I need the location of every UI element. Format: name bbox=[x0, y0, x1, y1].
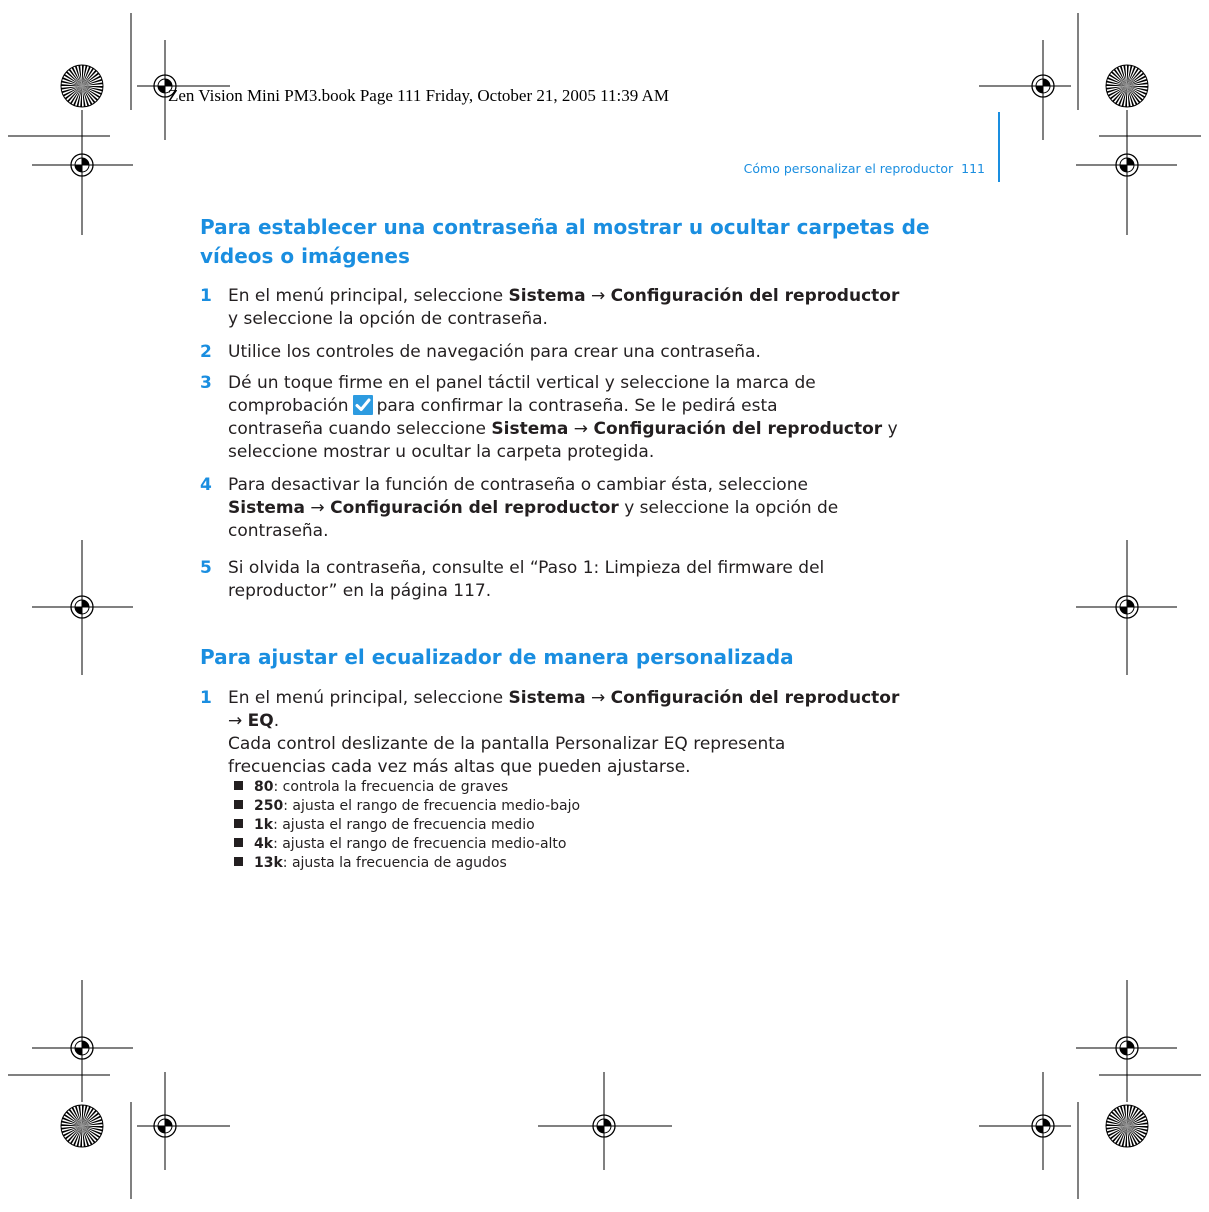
bullet-text: : controla la frecuencia de graves bbox=[273, 779, 509, 795]
step-text: Dé un toque firme en el panel táctil vertical y seleccione la marca de bbox=[228, 373, 816, 393]
step-bold: Sistema bbox=[491, 419, 569, 439]
step-text: seleccione mostrar u ocultar la carpeta protegida. bbox=[228, 442, 655, 462]
arrow-glyph: → bbox=[585, 688, 611, 708]
bullet-square-icon bbox=[234, 857, 243, 866]
step-3 bbox=[200, 372, 1008, 464]
step-number: 1 bbox=[200, 688, 212, 708]
running-head bbox=[744, 161, 985, 176]
bullet-square-icon bbox=[234, 800, 243, 809]
step-text: Si olvida la contraseña, consulte el “Paso 1: Limpieza del firmware del bbox=[228, 558, 825, 578]
bullet-key: 4k bbox=[254, 836, 274, 852]
step-text: contraseña cuando seleccione bbox=[228, 419, 492, 439]
step-1 bbox=[200, 285, 1008, 331]
bullet-text: : ajusta el rango de frecuencia medio-bajo bbox=[283, 798, 581, 814]
section-title-equalizer: Para ajustar el ecualizador de manera personalizada bbox=[200, 645, 794, 669]
section-title-password bbox=[200, 213, 930, 271]
running-head-title: Cómo personalizar el reproductor bbox=[743, 161, 954, 176]
step-number: 4 bbox=[200, 475, 212, 495]
bullet-text: : ajusta la frecuencia de agudos bbox=[282, 855, 507, 871]
bullet-square-icon bbox=[234, 781, 243, 790]
list-item bbox=[234, 797, 580, 816]
step-text: y seleccione la opción de contraseña. bbox=[228, 309, 548, 329]
step-number: 1 bbox=[200, 286, 212, 306]
step-text: contraseña. bbox=[228, 521, 329, 541]
step-number: 3 bbox=[200, 373, 212, 393]
bullet-key: 13k bbox=[254, 855, 283, 871]
step-5 bbox=[200, 557, 1008, 603]
step-2 bbox=[200, 341, 1008, 364]
bullet-text: : ajusta el rango de frecuencia medio bbox=[273, 817, 535, 833]
section-title-line2: vídeos o imágenes bbox=[200, 244, 410, 268]
list-item bbox=[234, 835, 567, 854]
starburst-target-icon bbox=[1106, 1105, 1148, 1147]
list-item bbox=[234, 854, 507, 873]
step-text: . bbox=[273, 711, 280, 731]
step-bold: Sistema bbox=[508, 688, 586, 708]
step-bold: Configuración del reproductor bbox=[593, 419, 883, 439]
bullet-square-icon bbox=[234, 838, 243, 847]
arrow-glyph: → bbox=[228, 711, 248, 731]
step-4 bbox=[200, 474, 1008, 543]
bullet-text: : ajusta el rango de frecuencia medio-alto bbox=[273, 836, 567, 852]
step-bold: Configuración del reproductor bbox=[330, 498, 619, 518]
step-text: reproductor” en la página 117. bbox=[228, 581, 492, 601]
arrow-glyph: → bbox=[568, 419, 594, 439]
step-text: comprobación bbox=[228, 396, 349, 416]
step-text: y bbox=[882, 419, 898, 439]
bullet-key: 80 bbox=[254, 779, 274, 795]
section-title-line1: Para establecer una contraseña al mostrar u ocultar carpetas de bbox=[200, 215, 930, 239]
step-text: En el menú principal, seleccione bbox=[228, 688, 509, 708]
book-slug: Zen Vision Mini PM3.book Page 111 Friday, October 21, 2005 11:39 AM bbox=[168, 86, 669, 105]
step-text: Utilice los controles de navegación para crear una contraseña. bbox=[228, 342, 761, 362]
list-item bbox=[234, 778, 508, 797]
bullet-key: 250 bbox=[254, 798, 284, 814]
arrow-glyph: → bbox=[585, 286, 611, 306]
step-bold: Sistema bbox=[508, 286, 586, 306]
step-bold: Configuración del reproductor bbox=[610, 688, 900, 708]
starburst-target-icon bbox=[1106, 65, 1148, 107]
starburst-target-icon bbox=[61, 1105, 103, 1147]
step-paragraph: frecuencias cada vez más altas que pueden ajustarse. bbox=[228, 757, 691, 777]
step-bold: EQ bbox=[247, 711, 274, 731]
step-paragraph: Cada control deslizante de la pantalla Personalizar EQ representa bbox=[228, 734, 786, 754]
list-item bbox=[234, 816, 535, 835]
header-rule bbox=[998, 112, 1000, 182]
arrow-glyph: → bbox=[305, 498, 331, 518]
page-number: 111 bbox=[961, 161, 985, 176]
bullet-square-icon bbox=[234, 819, 243, 828]
eq-step-1 bbox=[200, 687, 1008, 779]
starburst-target-icon bbox=[61, 65, 103, 107]
step-bold: Configuración del reproductor bbox=[610, 286, 900, 306]
bullet-key: 1k bbox=[254, 817, 274, 833]
step-text: y seleccione la opción de bbox=[618, 498, 839, 518]
step-number: 2 bbox=[200, 342, 212, 362]
step-text: En el menú principal, seleccione bbox=[228, 286, 509, 306]
step-text: Para desactivar la función de contraseña o cambiar ésta, seleccione bbox=[228, 475, 808, 495]
step-number: 5 bbox=[200, 558, 212, 578]
checkmark-icon bbox=[353, 395, 373, 415]
step-bold: Sistema bbox=[228, 498, 306, 518]
step-text: para confirmar la contraseña. Se le pedirá esta bbox=[376, 396, 778, 416]
